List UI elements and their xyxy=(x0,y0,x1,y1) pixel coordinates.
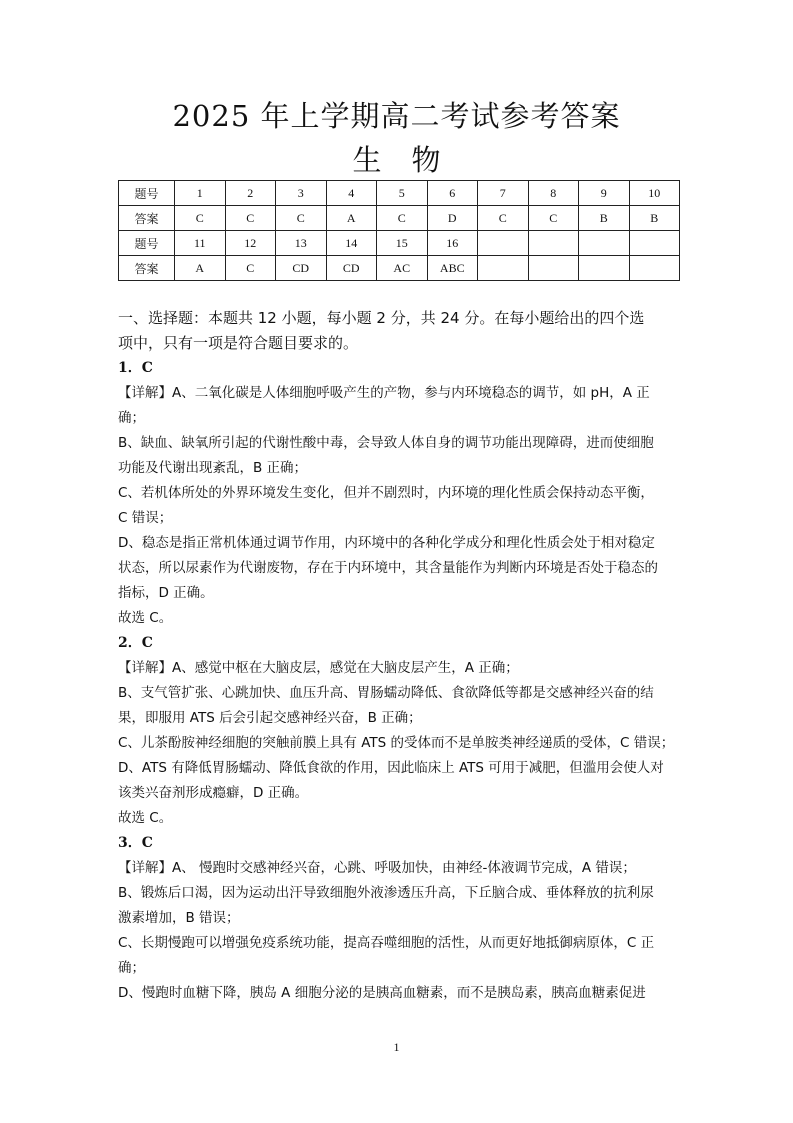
table-cell xyxy=(629,231,680,256)
table-cell: C xyxy=(225,256,276,281)
table-cell: A xyxy=(326,206,377,231)
explanation-line: 故选 C。 xyxy=(118,810,173,826)
table-cell: AC xyxy=(377,256,428,281)
explanation-line: 故选 C。 xyxy=(118,610,173,626)
table-cell xyxy=(478,231,529,256)
table-cell: A xyxy=(175,256,226,281)
table-cell: 9 xyxy=(579,181,630,206)
table-cell: 7 xyxy=(478,181,529,206)
table-cell: B xyxy=(629,206,680,231)
table-cell xyxy=(528,256,579,281)
question-heading: 1．C xyxy=(118,360,153,376)
table-cell: C xyxy=(225,206,276,231)
table-cell: 6 xyxy=(427,181,478,206)
explanation-line: 指标，D 正确。 xyxy=(118,585,214,601)
table-cell: C xyxy=(276,206,327,231)
table-row-label: 答案 xyxy=(119,206,175,231)
explanation-line: 【详解】A、感觉中枢在大脑皮层，感觉在大脑皮层产生，A 正确； xyxy=(118,660,519,676)
page-number: 1 xyxy=(393,1040,400,1054)
table-cell: ABC xyxy=(427,256,478,281)
table-cell: 15 xyxy=(377,231,428,256)
section-intro-line: 项中，只有一项是符合题目要求的。 xyxy=(118,334,359,352)
table-cell: 13 xyxy=(276,231,327,256)
question-heading: 2．C xyxy=(118,635,153,651)
explanation-line: C、儿茶酚胺神经细胞的突触前膜上具有 ATS 的受体而不是单胺类神经递质的受体，C 错误； xyxy=(118,735,675,751)
table-cell: 3 xyxy=(276,181,327,206)
table-cell xyxy=(528,231,579,256)
subject-title: 生物 xyxy=(352,143,471,177)
page-title: 2025 年上学期高二考试参考答案 xyxy=(172,99,621,133)
table-cell: 4 xyxy=(326,181,377,206)
table-row-label: 答案 xyxy=(119,256,175,281)
explanation-line: C、长期慢跑可以增强免疫系统功能，提高吞噬细胞的活性，从而更好地抵御病原体，C 正 xyxy=(118,935,655,951)
explanation-line: 功能及代谢出现紊乱，B 正确； xyxy=(118,460,308,476)
explanation-line: 确； xyxy=(118,960,145,976)
table-row-label: 题号 xyxy=(119,231,175,256)
answer-explanations xyxy=(118,306,680,1006)
table-cell: D xyxy=(427,206,478,231)
table-cell: CD xyxy=(276,256,327,281)
table-cell: C xyxy=(377,206,428,231)
table-cell: B xyxy=(579,206,630,231)
explanation-line: B、缺血、缺氧所引起的代谢性酸中毒，会导致人体自身的调节功能出现障碍，进而使细胞 xyxy=(118,435,654,451)
section-intro-line: 一、选择题：本题共 12 小题，每小题 2 分，共 24 分。在每小题给出的四个选 xyxy=(118,309,645,327)
table-cell xyxy=(478,256,529,281)
table-cell: 11 xyxy=(175,231,226,256)
explanation-line: 确； xyxy=(118,410,145,426)
answer-table xyxy=(118,180,680,281)
table-cell: C xyxy=(478,206,529,231)
answer-table-row xyxy=(119,231,680,256)
table-cell: 12 xyxy=(225,231,276,256)
table-cell: C xyxy=(528,206,579,231)
explanation-line: 果，即服用 ATS 后会引起交感神经兴奋，B 正确； xyxy=(118,710,422,726)
table-cell: 14 xyxy=(326,231,377,256)
explanation-line: 激素增加，B 错误； xyxy=(118,910,240,926)
table-cell xyxy=(629,256,680,281)
table-cell: C xyxy=(175,206,226,231)
table-cell: CD xyxy=(326,256,377,281)
table-cell xyxy=(579,231,630,256)
explanation-line: D、慢跑时血糖下降，胰岛 A 细胞分泌的是胰高血糖素，而不是胰岛素，胰高血糖素促进 xyxy=(118,985,646,1001)
explanation-line: D、稳态是指正常机体通过调节作用，内环境中的各种化学成分和理化性质会处于相对稳定 xyxy=(118,535,655,551)
question-heading: 3．C xyxy=(118,835,153,851)
answer-table-row xyxy=(119,256,680,281)
explanation-line: 该类兴奋剂形成瘾癖，D 正确。 xyxy=(118,785,309,801)
explanation-line: 【详解】A、二氧化碳是人体细胞呼吸产生的产物，参与内环境稳态的调节，如 pH，A 正 xyxy=(118,385,650,401)
table-cell: 16 xyxy=(427,231,478,256)
explanation-line: D、ATS 有降低胃肠蠕动、降低食欲的作用，因此临床上 ATS 可用于减肥，但滥用会使人对 xyxy=(118,760,664,776)
explanation-line: 状态，所以尿素作为代谢废物，存在于内环境中，其含量能作为判断内环境是否处于稳态的 xyxy=(118,560,658,576)
answer-table-row xyxy=(119,206,680,231)
table-cell: 5 xyxy=(377,181,428,206)
table-cell: 2 xyxy=(225,181,276,206)
explanation-line: C 错误； xyxy=(118,510,173,526)
answer-table-row xyxy=(119,181,680,206)
explanation-line: B、锻炼后口渴，因为运动出汗导致细胞外液渗透压升高，下丘脑合成、垂体释放的抗利尿 xyxy=(118,885,654,901)
table-cell: 8 xyxy=(528,181,579,206)
table-cell xyxy=(579,256,630,281)
explanation-line: B、支气管扩张、心跳加快、血压升高、胃肠蠕动降低、食欲降低等都是交感神经兴奋的结 xyxy=(118,685,654,701)
explanation-line: C、若机体所处的外界环境发生变化，但并不剧烈时，内环境的理化性质会保持动态平衡， xyxy=(118,485,654,501)
table-row-label: 题号 xyxy=(119,181,175,206)
table-cell: 10 xyxy=(629,181,680,206)
explanation-line: 【详解】A、 慢跑时交感神经兴奋，心跳、呼吸加快，由神经-体液调节完成，A 错误； xyxy=(118,860,636,876)
table-cell: 1 xyxy=(175,181,226,206)
